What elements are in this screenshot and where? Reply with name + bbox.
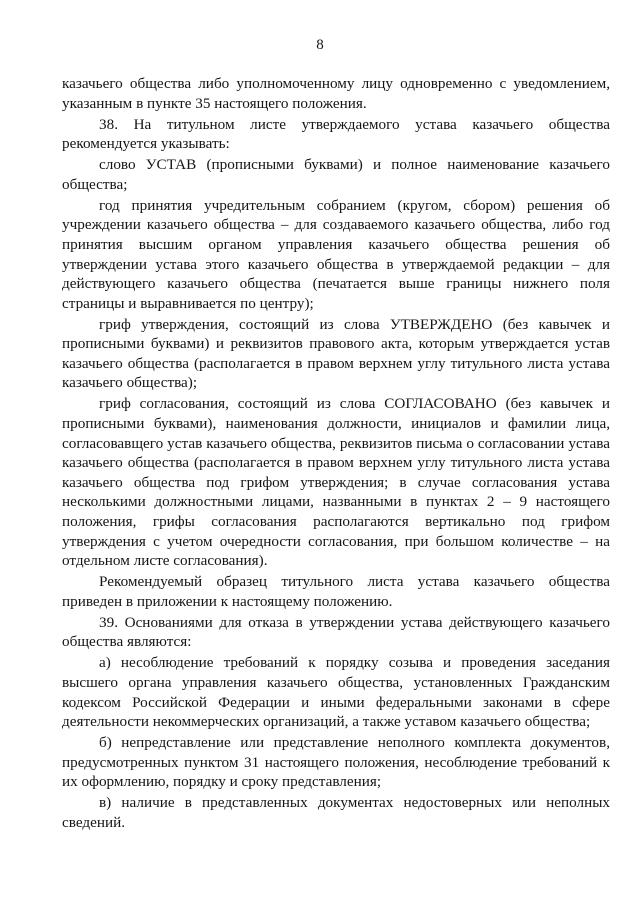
paragraph-continuation: казачьего общества либо уполномоченному лицу одновременно с уведомлением, указанным в пункте 35 настоящего положения. [62,75,610,112]
paragraph-item-39-c: в) наличие в представленных документах недостоверных или неполных сведений. [62,794,610,831]
paragraph-year-adoption: год принятия учредительным собранием (кругом, сбором) решения об учреждении казачьего общества – для создаваемого казачьего общества, либо год принятия высшим органом управления казачьего общества решения об утверждении устава этого казачьего общества в утверждаемой редакции – для действующего казачьего общества (печатается выше границы нижнего поля страницы и выравнивается по центру); [62,196,610,312]
paragraph-item-38: 38. На титульном листе утверждаемого устава казачьего общества рекомендуется указывать: [62,115,610,153]
paragraph-item-39-b: б) непредставление или представление неполного комплекта документов, предусмотренных пунктом 31 настоящего положения, несоблюдение требований к их оформлению, порядку и сроку представления; [62,734,610,791]
paragraph-agreement-stamp: гриф согласования, состоящий из слова СОГЛАСОВАНО (без кавычек и прописными буквами), наименования должности, инициалов и фамилии лица, согласовавщего устав казачьего общества, реквизитов письма о согласовании устава казачьего общества (располагается в правом верхнем углу титульного листа устава казачьего общества под грифом утверждения; в случае согласования устава несколькими должностными лицами, названными в пунктах 2 – 9 настоящего положения, грифы согласования располагаются вертикально под грифом утверждения с учетом очередности согласования, при большом количестве – на отдельном листе согласования). [62,395,610,570]
paragraph-sample-title-page: Рекомендуемый образец титульного листа устава казачьего общества приведен в приложении к настоящему положению. [62,573,610,610]
paragraph-item-39-a: а) несоблюдение требований к порядку созыва и проведения заседания высшего органа управления казачьего общества, установленных Гражданским кодексом Российской Федерации и иными федеральными законами в сфере деятельности некоммерческих организаций, а также уставом казачьего общества; [62,654,610,731]
paragraph-approval-stamp: гриф утверждения, состоящий из слова УТВЕРЖДЕНО (без кавычек и прописными буквами) и реквизитов правового акта, которым утверждается устав казачьего общества (располагается в правом верхнем углу титульного листа устава казачьего общества); [62,315,610,392]
document-body [62,74,610,832]
paragraph-ustav-word: слово УСТАВ (прописными буквами) и полное наименование казачьего общества; [62,156,610,193]
page-number: 8 [316,37,324,53]
paragraph-item-39: 39. Основаниями для отказа в утверждении устава действующего казачьего общества являются: [62,613,610,651]
